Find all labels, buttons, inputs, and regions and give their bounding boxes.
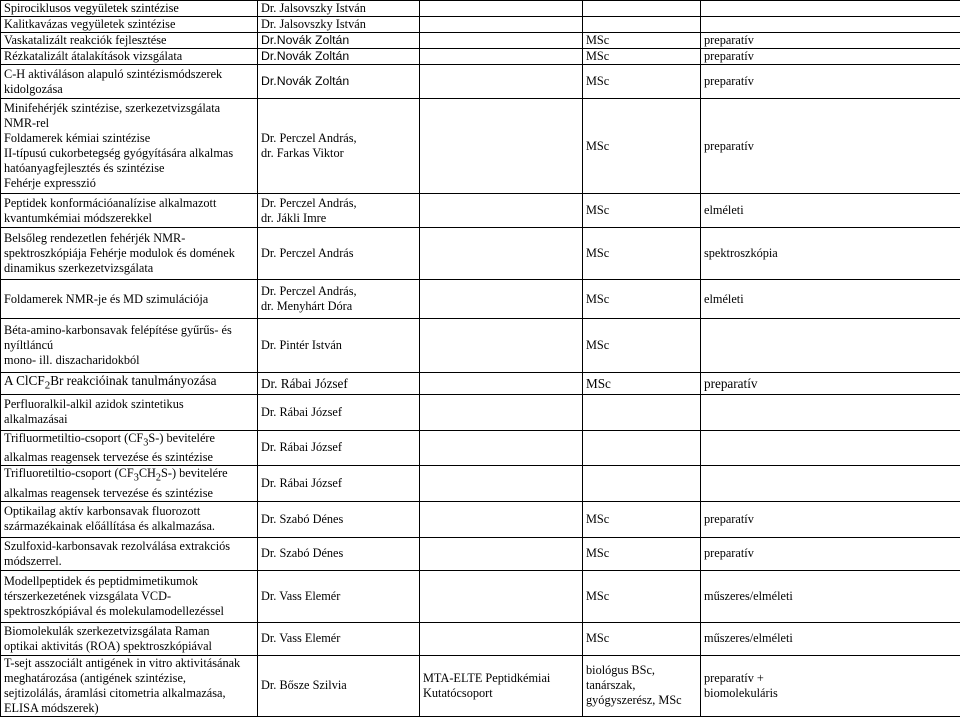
cell-level bbox=[583, 228, 701, 280]
topic-line: C-H aktiváláson alapuló szintézismódszerek bbox=[4, 67, 254, 82]
type-line: műszeres/elméleti bbox=[704, 589, 957, 604]
cell-topic bbox=[1, 65, 258, 99]
cell-topic bbox=[1, 622, 258, 655]
supervisor-line: dr. Menyhárt Dóra bbox=[261, 299, 416, 314]
cell-type bbox=[701, 319, 960, 373]
type-line: műszeres/elméleti bbox=[704, 631, 957, 646]
topic-line: II-típusú cukorbetegség gyógyítására alkalmas bbox=[4, 146, 254, 161]
cell-partner bbox=[420, 430, 583, 465]
supervisor-line: Dr. Bősze Szilvia bbox=[261, 678, 416, 693]
cell-partner bbox=[420, 49, 583, 65]
cell-topic bbox=[1, 33, 258, 49]
cell-partner bbox=[420, 570, 583, 622]
table-row bbox=[1, 430, 960, 465]
topic-line: optikai aktivitás (ROA) spektroszkópiával bbox=[4, 639, 254, 654]
type-line: biomolekuláris bbox=[704, 686, 957, 701]
cell-topic: A ClCF$_2$Br reakcióinak tanulmányozása bbox=[1, 373, 258, 395]
table-row bbox=[1, 65, 960, 99]
supervisor-line: Dr. Perczel András bbox=[261, 246, 416, 261]
topic-line: Kalitkavázas vegyületek szintézise bbox=[4, 17, 254, 32]
cell-type bbox=[701, 537, 960, 570]
topic-line: T-sejt asszociált antigének in vitro aktivitásának bbox=[4, 656, 254, 671]
level-line: MSc bbox=[586, 631, 697, 646]
cell-level bbox=[583, 570, 701, 622]
topic-line: Fehérje expresszió bbox=[4, 176, 254, 191]
level-line: MSc bbox=[586, 546, 697, 561]
cell-supervisor bbox=[258, 319, 420, 373]
supervisor-line: Dr. Rábai József bbox=[261, 440, 416, 455]
cell-type bbox=[701, 17, 960, 33]
cell-type bbox=[701, 655, 960, 716]
cell-type bbox=[701, 501, 960, 537]
cell-level bbox=[583, 280, 701, 319]
cell-supervisor bbox=[258, 570, 420, 622]
level-line: MSc bbox=[586, 33, 697, 48]
cell-partner bbox=[420, 33, 583, 49]
level-line: tanárszak, bbox=[586, 678, 697, 693]
cell-partner bbox=[420, 228, 583, 280]
cell-partner bbox=[420, 194, 583, 228]
level-line: MSc bbox=[586, 376, 697, 391]
table-row bbox=[1, 394, 960, 430]
cell-type bbox=[701, 430, 960, 465]
cell-supervisor bbox=[258, 430, 420, 465]
cell-supervisor bbox=[258, 17, 420, 33]
cell-partner bbox=[420, 99, 583, 194]
cell-type bbox=[701, 570, 960, 622]
cell-supervisor bbox=[258, 622, 420, 655]
cell-partner bbox=[420, 466, 583, 501]
cell-supervisor bbox=[258, 1, 420, 17]
level-line: MSc bbox=[586, 512, 697, 527]
cell-topic bbox=[1, 194, 258, 228]
supervisor-line: Dr. Rábai József bbox=[261, 405, 416, 420]
topic-line: NMR-rel bbox=[4, 116, 254, 131]
topic-line: hatóanyagfejlesztés és szintézise bbox=[4, 161, 254, 176]
cell-type bbox=[701, 99, 960, 194]
table-row bbox=[1, 228, 960, 280]
cell-level bbox=[583, 194, 701, 228]
topic-line: ELISA módszerek) bbox=[4, 701, 254, 716]
cell-level bbox=[583, 1, 701, 17]
table-row bbox=[1, 280, 960, 319]
cell-level bbox=[583, 319, 701, 373]
table-row bbox=[1, 319, 960, 373]
topic-line: Szulfoxid-karbonsavak rezolválása extrakciós bbox=[4, 539, 254, 554]
topic-line: spektroszkópiával és molekulamodellezéssel bbox=[4, 604, 254, 619]
cell-partner bbox=[420, 319, 583, 373]
cell-topic bbox=[1, 99, 258, 194]
topic-line: spektroszkópiája Fehérje modulok és domének bbox=[4, 246, 254, 261]
table-row bbox=[1, 466, 960, 501]
cell-level bbox=[583, 65, 701, 99]
topic-line: Optikailag aktív karbonsavak fluorozott bbox=[4, 504, 254, 519]
supervisor-line: Dr.Novák Zoltán bbox=[261, 49, 416, 64]
topic-line: kidolgozása bbox=[4, 82, 254, 97]
cell-supervisor bbox=[258, 194, 420, 228]
topic-line: Foldamerek NMR-je és MD szimulációja bbox=[4, 292, 254, 307]
table-row bbox=[1, 99, 960, 194]
supervisor-line: Dr. Vass Elemér bbox=[261, 631, 416, 646]
cell-supervisor bbox=[258, 537, 420, 570]
cell-level bbox=[583, 501, 701, 537]
cell-partner bbox=[420, 65, 583, 99]
level-line: MSc bbox=[586, 203, 697, 218]
cell-supervisor bbox=[258, 655, 420, 716]
cell-level bbox=[583, 33, 701, 49]
cell-type bbox=[701, 228, 960, 280]
cell-level bbox=[583, 537, 701, 570]
supervisor-line: Dr. Jalsovszky István bbox=[261, 1, 416, 16]
cell-supervisor bbox=[258, 99, 420, 194]
cell-topic bbox=[1, 537, 258, 570]
cell-topic: Trifluoretiltio-csoport $(CF_3CH_2S-)$ bevitelére alkalmas reagensek tervezése és szintézise bbox=[1, 466, 258, 501]
cell-supervisor bbox=[258, 33, 420, 49]
supervisor-line: Dr. Pintér István bbox=[261, 338, 416, 353]
cell-partner bbox=[420, 537, 583, 570]
topic-line: Minifehérjék szintézise, szerkezetvizsgálata bbox=[4, 101, 254, 116]
cell-level bbox=[583, 17, 701, 33]
type-line: preparatív bbox=[704, 376, 957, 391]
supervisor-line: Dr. Jalsovszky István bbox=[261, 17, 416, 32]
table-row bbox=[1, 537, 960, 570]
topic-line: Foldamerek kémiai szintézise bbox=[4, 131, 254, 146]
table-body bbox=[1, 1, 960, 717]
type-line: preparatív bbox=[704, 512, 957, 527]
table-row bbox=[1, 17, 960, 33]
supervisor-line: dr. Farkas Viktor bbox=[261, 146, 416, 161]
cell-level bbox=[583, 655, 701, 716]
topic-line: sejtizolálás, áramlási citometria alkalmazása, bbox=[4, 686, 254, 701]
supervisor-line: Dr. Szabó Dénes bbox=[261, 546, 416, 561]
topic-line: Rézkatalizált átalakítások vizsgálata bbox=[4, 49, 254, 64]
topic-line: módszerrel. bbox=[4, 554, 254, 569]
supervisor-line: Dr. Rábai József bbox=[261, 476, 416, 491]
type-line: preparatív bbox=[704, 33, 957, 48]
cell-topic bbox=[1, 280, 258, 319]
topic-line: meghatározása (antigének szintézise, bbox=[4, 671, 254, 686]
topic-line: Vaskatalizált reakciók fejlesztése bbox=[4, 33, 254, 48]
cell-topic: Trifluormetiltio-csoport $(CF_3S-)$ bevitelére alkalmas reagensek tervezése és szintézise bbox=[1, 430, 258, 465]
level-line: MSc bbox=[586, 49, 697, 64]
supervisor-line: Dr. Perczel András, bbox=[261, 284, 416, 299]
topic-line: Béta-amino-karbonsavak felépítése gyűrűs- és bbox=[4, 323, 254, 338]
cell-type bbox=[701, 1, 960, 17]
cell-supervisor bbox=[258, 228, 420, 280]
cell-topic bbox=[1, 17, 258, 33]
cell-type bbox=[701, 394, 960, 430]
cell-partner bbox=[420, 17, 583, 33]
cell-partner bbox=[420, 622, 583, 655]
type-line: preparatív bbox=[704, 74, 957, 89]
cell-level bbox=[583, 430, 701, 465]
level-line: biológus BSc, bbox=[586, 663, 697, 678]
topic-line: térszerkezetének vizsgálata VCD- bbox=[4, 589, 254, 604]
topic-line: Peptidek konformációanalízise alkalmazott bbox=[4, 196, 254, 211]
type-line: preparatív + bbox=[704, 671, 957, 686]
topic-line: alkalmazásai bbox=[4, 412, 254, 427]
topic-line: Perfluoralkil-alkil azidok szintetikus bbox=[4, 397, 254, 412]
cell-supervisor bbox=[258, 49, 420, 65]
cell-supervisor bbox=[258, 394, 420, 430]
level-line: MSc bbox=[586, 589, 697, 604]
type-line: preparatív bbox=[704, 139, 957, 154]
topic-line: származékainak előállítása és alkalmazása. bbox=[4, 519, 254, 534]
topic-line: dinamikus szerkezetvizsgálata bbox=[4, 261, 254, 276]
level-line: MSc bbox=[586, 338, 697, 353]
cell-type bbox=[701, 65, 960, 99]
cell-type bbox=[701, 466, 960, 501]
cell-partner bbox=[420, 373, 583, 395]
topic-line: Spirociklusos vegyületek szintézise bbox=[4, 1, 254, 16]
supervisor-line: Dr. Rábai József bbox=[261, 376, 416, 391]
cell-supervisor bbox=[258, 466, 420, 501]
cell-supervisor bbox=[258, 280, 420, 319]
cell-supervisor bbox=[258, 373, 420, 395]
supervisor-line: dr. Jákli Imre bbox=[261, 211, 416, 226]
type-line: elméleti bbox=[704, 203, 957, 218]
supervisor-line: Dr. Perczel András, bbox=[261, 131, 416, 146]
table-row bbox=[1, 194, 960, 228]
cell-type bbox=[701, 194, 960, 228]
cell-type bbox=[701, 280, 960, 319]
level-line: gyógyszerész, MSc bbox=[586, 693, 697, 708]
cell-level bbox=[583, 466, 701, 501]
cell-topic bbox=[1, 1, 258, 17]
cell-level bbox=[583, 99, 701, 194]
table-row bbox=[1, 33, 960, 49]
cell-level bbox=[583, 394, 701, 430]
topic-line: mono- ill. diszacharidokból bbox=[4, 353, 254, 368]
topic-line: Biomolekulák szerkezetvizsgálata Raman bbox=[4, 624, 254, 639]
type-line: elméleti bbox=[704, 292, 957, 307]
cell-partner bbox=[420, 394, 583, 430]
cell-topic bbox=[1, 501, 258, 537]
table-row bbox=[1, 49, 960, 65]
cell-partner bbox=[420, 501, 583, 537]
partner-line: Kutatócsoport bbox=[423, 686, 579, 701]
cell-type bbox=[701, 33, 960, 49]
cell-type bbox=[701, 622, 960, 655]
cell-partner bbox=[420, 655, 583, 716]
level-line: MSc bbox=[586, 139, 697, 154]
table-row bbox=[1, 501, 960, 537]
topic-line: Belsőleg rendezetlen fehérjék NMR- bbox=[4, 231, 254, 246]
topic-line: kvantumkémiai módszerekkel bbox=[4, 211, 254, 226]
cell-topic bbox=[1, 49, 258, 65]
level-line: MSc bbox=[586, 74, 697, 89]
level-line: MSc bbox=[586, 292, 697, 307]
supervisor-line: Dr. Szabó Dénes bbox=[261, 512, 416, 527]
cell-supervisor bbox=[258, 501, 420, 537]
partner-line: MTA-ELTE Peptidkémiai bbox=[423, 671, 579, 686]
topic-line: Modellpeptidek és peptidmimetikumok bbox=[4, 574, 254, 589]
type-line: preparatív bbox=[704, 49, 957, 64]
table-row bbox=[1, 570, 960, 622]
cell-level bbox=[583, 373, 701, 395]
cell-supervisor bbox=[258, 65, 420, 99]
cell-partner bbox=[420, 280, 583, 319]
cell-topic bbox=[1, 319, 258, 373]
cell-level bbox=[583, 622, 701, 655]
supervisor-line: Dr.Novák Zoltán bbox=[261, 33, 416, 48]
cell-type bbox=[701, 373, 960, 395]
table-row bbox=[1, 1, 960, 17]
cell-level bbox=[583, 49, 701, 65]
supervisor-line: Dr.Novák Zoltán bbox=[261, 74, 416, 89]
table-row bbox=[1, 655, 960, 716]
cell-topic bbox=[1, 655, 258, 716]
cell-topic bbox=[1, 394, 258, 430]
type-line: spektroszkópia bbox=[704, 246, 957, 261]
table-row bbox=[1, 373, 960, 395]
cell-topic bbox=[1, 228, 258, 280]
table-row bbox=[1, 622, 960, 655]
type-line: preparatív bbox=[704, 546, 957, 561]
cell-topic bbox=[1, 570, 258, 622]
supervisor-line: Dr. Vass Elemér bbox=[261, 589, 416, 604]
cell-partner bbox=[420, 1, 583, 17]
level-line: MSc bbox=[586, 246, 697, 261]
topic-line: nyíltláncú bbox=[4, 338, 254, 353]
cell-type bbox=[701, 49, 960, 65]
supervisor-line: Dr. Perczel András, bbox=[261, 196, 416, 211]
